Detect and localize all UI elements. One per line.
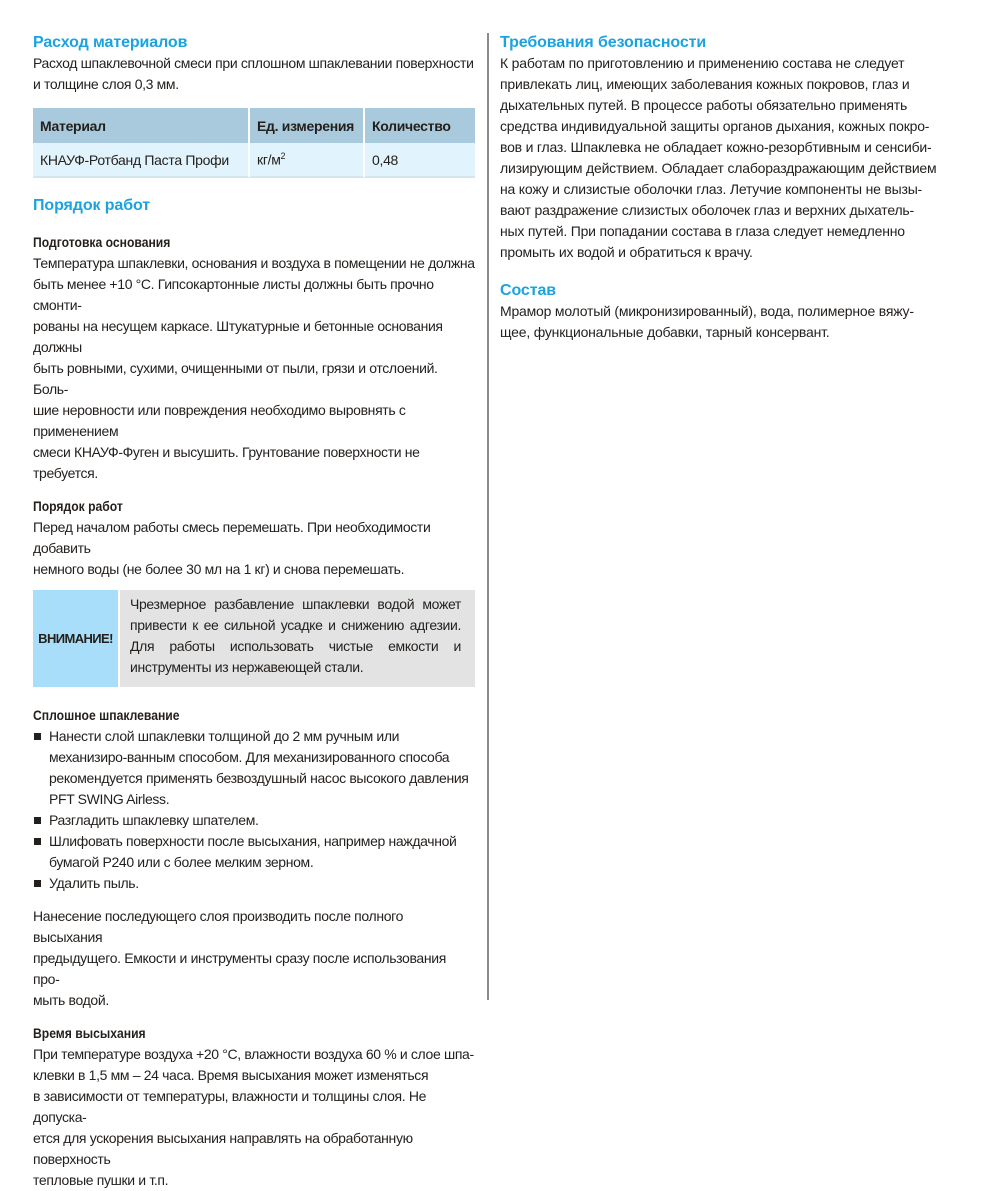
unit-text: кг/м	[257, 151, 281, 168]
drying-title: Время высыхания	[33, 1026, 146, 1041]
warning-label: ВНИМАНИЕ!	[33, 590, 120, 687]
after-filling-line: предыдущего. Емкости и инструменты сразу после использования про-	[33, 950, 446, 987]
drying-line: При температуре воздуха +20 °С, влажности воздуха 60 % и слое шпа-	[33, 1046, 474, 1062]
drying-line: в зависимости от температуры, влажности и толщины слоя. Не допуска-	[33, 1088, 427, 1125]
solid-filling-block	[33, 705, 475, 1011]
square-bullet-icon	[34, 817, 41, 824]
procedure-title: Порядок работ	[33, 197, 151, 214]
consumption-title: Расход материалов	[33, 34, 188, 51]
composition-line: щее, функциональные добавки, тарный консервант.	[500, 324, 830, 340]
safety-line: дыхательных путей. В процессе работы обязательно применять	[500, 97, 908, 113]
safety-line: привлекать лиц, имеющих заболевания кожных покровов, глаз и	[500, 76, 910, 92]
work-order-block	[33, 496, 475, 580]
list-item-text: Удалить пыль.	[49, 875, 139, 891]
square-bullet-icon	[34, 880, 41, 887]
drying-line: ется для ускорения высыхания направлять на обработанную поверхность	[33, 1130, 413, 1167]
drying-line: клевки в 1,5 мм – 24 часа. Время высыхания может изменяться	[33, 1067, 429, 1083]
list-item	[33, 873, 475, 894]
drying-line: тепловые пушки и т.п.	[33, 1172, 169, 1188]
consumption-intro-line: Расход шпаклевочной смеси при сплошном шпаклевании поверхности	[33, 55, 474, 71]
square-bullet-icon	[34, 733, 41, 740]
preparation-line: смеси КНАУФ-Фуген и высушить. Грунтование поверхности не требуется.	[33, 444, 420, 481]
safety-title: Требования безопасности	[500, 34, 707, 51]
composition-line: Мрамор молотый (микронизированный), вода, полимерное вяжу-	[500, 303, 914, 319]
consumption-table	[33, 108, 475, 178]
safety-line: лизирующим действием. Обладает слабораздражающим действием	[500, 160, 937, 176]
work-order-title: Порядок работ	[33, 499, 123, 514]
left-column	[33, 33, 475, 1191]
safety-line: средства индивидуальной защиты органов дыхания, кожных покро-	[500, 118, 930, 134]
table-header-row	[33, 108, 475, 143]
composition-title: Состав	[500, 282, 556, 299]
safety-section	[500, 33, 950, 263]
list-item	[33, 810, 475, 831]
column-divider	[487, 33, 489, 1000]
cell-material: КНАУФ-Ротбанд Паста Профи	[33, 143, 250, 178]
safety-line: промыть их водой и обратиться к врачу.	[500, 244, 753, 260]
list-item-text: Нанести слой шпаклевки толщиной до 2 мм ручным или механизиро-ванным способом. Для механизированного способа рекомендуется применять безвоздушный насос высокого давления PFT SWING Airless.	[49, 728, 469, 807]
solid-filling-title: Сплошное шпаклевание	[33, 708, 180, 723]
list-item	[33, 831, 475, 873]
composition-section	[500, 281, 950, 343]
warning-callout	[33, 590, 475, 687]
safety-line: К работам по приготовлению и применению состава не следует	[500, 55, 905, 71]
preparation-title: Подготовка основания	[33, 235, 171, 250]
preparation-line: Температура шпаклевки, основания и воздуха в помещении не должна	[33, 255, 475, 271]
header-unit: Ед. измерения	[250, 108, 365, 143]
preparation-block	[33, 232, 475, 484]
safety-line: вают раздражение слизистых оболочек глаз и верхних дыхатель-	[500, 202, 914, 218]
procedure-section	[33, 196, 475, 1191]
cell-unit	[250, 143, 365, 178]
consumption-intro-line: и толщине слоя 0,3 мм.	[33, 76, 179, 92]
safety-line: ных путей. При попадании состава в глаза следует немедленно	[500, 223, 905, 239]
preparation-line: рованы на несущем каркасе. Штукатурные и бетонные основания должны	[33, 318, 443, 355]
after-filling-line: Нанесение последующего слоя производить после полного высыхания	[33, 908, 404, 945]
right-column	[500, 33, 950, 343]
header-material: Материал	[33, 108, 250, 143]
square-bullet-icon	[34, 838, 41, 845]
after-filling-line: мыть водой.	[33, 992, 109, 1008]
list-item-text: Шлифовать поверхности после высыхания, например наждачной бумагой P240 или с более мелким зерном.	[49, 833, 457, 870]
safety-line: на кожу и слизистые оболочки глаз. Летучие компоненты не вызы-	[500, 181, 923, 197]
cell-quantity: 0,48	[365, 143, 475, 178]
work-order-line: Перед началом работы смесь перемешать. При необходимости добавить	[33, 519, 431, 556]
list-item-text: Разгладить шпаклевку шпателем.	[49, 812, 259, 828]
table-row	[33, 143, 475, 178]
consumption-section	[33, 33, 475, 178]
preparation-line: шие неровности или повреждения необходимо выровнять с применением	[33, 402, 406, 439]
safety-line: вов и глаз. Шпаклевка не обладает кожно-резорбтивным и сенсиби-	[500, 139, 932, 155]
preparation-line: быть ровными, сухими, очищенными от пыли, грязи и отслоений. Боль-	[33, 360, 438, 397]
warning-text: Чрезмерное разбавление шпаклевки водой может привести к ее сильной усадке и снижению адгезии. Для работы использовать чистые емкости и инструменты из нержавеющей стали.	[120, 590, 475, 687]
list-item	[33, 726, 475, 810]
solid-filling-list	[33, 726, 475, 894]
unit-superscript: 2	[280, 151, 286, 162]
drying-block	[33, 1023, 475, 1191]
preparation-line: быть менее +10 °С. Гипсокартонные листы должны быть прочно смонти-	[33, 276, 434, 313]
work-order-line: немного воды (не более 30 мл на 1 кг) и снова перемешать.	[33, 561, 405, 577]
header-quantity: Количество	[365, 108, 475, 143]
